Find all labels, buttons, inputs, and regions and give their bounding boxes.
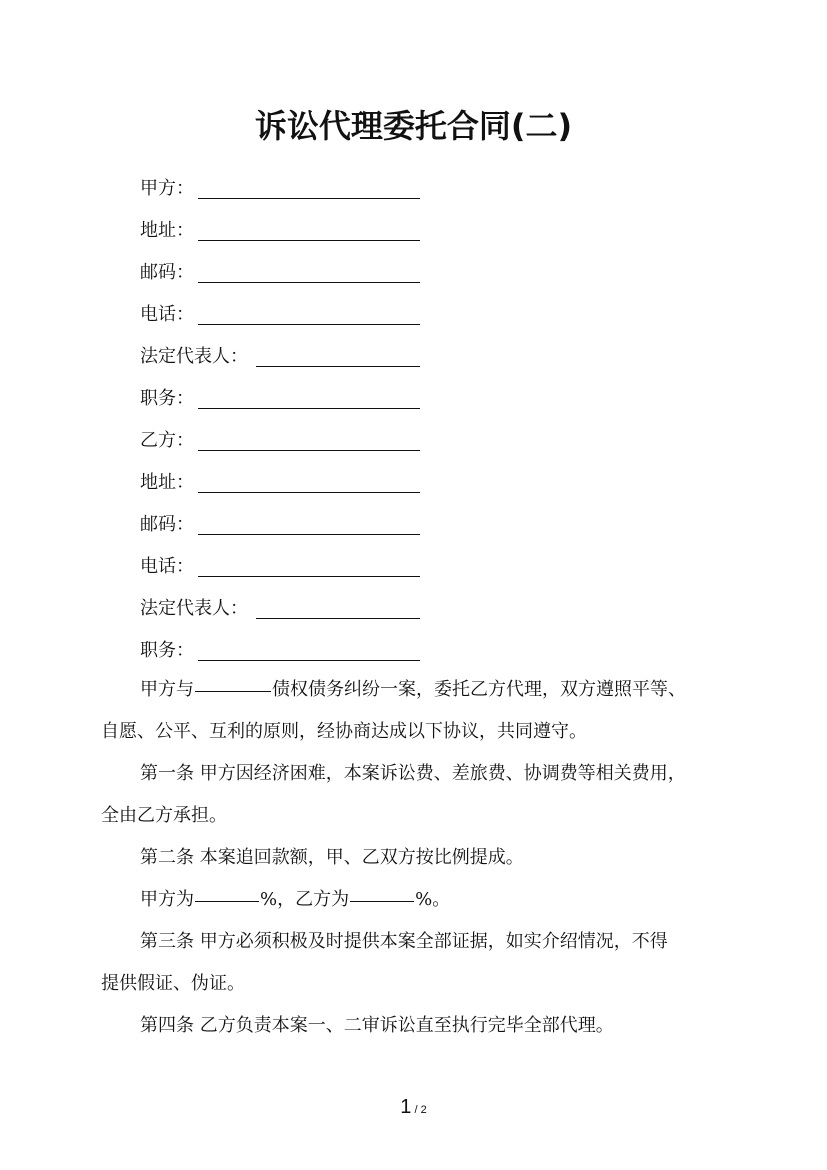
page-number (0, 1096, 827, 1121)
fill-in-blank (198, 385, 420, 409)
party-b-postcode-field (140, 511, 194, 539)
field-label: 职务： (140, 388, 194, 409)
paragraph-line (101, 669, 721, 711)
field-label: 地址： (140, 472, 194, 493)
fill-in-blank (198, 217, 420, 241)
page-current: 1 (400, 1096, 412, 1118)
ratio-party-a: 甲方为 (140, 889, 194, 910)
intro-text: 债权债务纠纷一案，委托乙方代理，双方遵照平等、 (272, 679, 686, 700)
fill-in-blank (198, 637, 420, 661)
article-2-paragraph (101, 837, 721, 879)
fill-in-blank (198, 175, 420, 199)
paragraph-line: 自愿、公平、互利的原则，经协商达成以下协议，共同遵守。 (101, 721, 587, 742)
field-label: 法定代表人： (140, 598, 248, 619)
fill-in-blank (198, 553, 420, 577)
fill-in-blank (198, 511, 420, 535)
fill-in-blank (198, 301, 420, 325)
field-label: 甲方： (140, 178, 194, 199)
article-4-paragraph (101, 1005, 721, 1047)
party-b-position-field (140, 637, 194, 665)
fill-in-blank (195, 879, 259, 902)
article-1-paragraph (101, 753, 721, 837)
ratio-paragraph (101, 879, 721, 921)
fill-in-blank (256, 343, 420, 367)
party-a-position-field (140, 385, 194, 413)
intro-paragraph (101, 669, 721, 753)
field-label: 乙方： (140, 430, 194, 451)
field-label: 电话： (140, 556, 194, 577)
ratio-percent-b: %。 (415, 889, 451, 910)
fill-in-blank (256, 595, 420, 619)
fill-in-blank (198, 427, 420, 451)
paragraph-line: 第三条 甲方必须积极及时提供本案全部证据，如实介绍情况，不得 (140, 931, 668, 952)
party-b-phone-field (140, 553, 194, 581)
paragraph-line: 第一条 甲方因经济困难，本案诉讼费、差旅费、协调费等相关费用， (140, 763, 686, 784)
party-a-postcode-field (140, 259, 194, 287)
party-a-name-field (140, 175, 194, 203)
page-total: / 2 (411, 1104, 427, 1116)
paragraph-line (101, 879, 721, 921)
field-label: 地址： (140, 220, 194, 241)
party-b-name-field (140, 427, 194, 455)
paragraph-line: 第四条 乙方负责本案一、二审诉讼直至执行完毕全部代理。 (140, 1015, 614, 1036)
field-label: 职务： (140, 640, 194, 661)
article-3-paragraph (101, 921, 721, 1005)
ratio-party-b: 乙方为 (295, 889, 350, 910)
party-a-legal-rep-field (140, 343, 248, 371)
paragraph-line: 第二条 本案追回款额，甲、乙双方按比例提成。 (140, 847, 524, 868)
fill-in-blank (195, 669, 271, 692)
fill-in-blank (198, 259, 420, 283)
intro-prefix: 甲方与 (140, 679, 194, 700)
field-label: 法定代表人： (140, 346, 248, 367)
field-label: 邮码： (140, 262, 194, 283)
paragraph-line: 提供假证、伪证。 (101, 973, 245, 994)
party-b-address-field (140, 469, 194, 497)
paragraph-line: 全由乙方承担。 (101, 805, 227, 826)
party-a-phone-field (140, 301, 194, 329)
ratio-percent-a: %， (260, 889, 296, 910)
fill-in-blank (350, 879, 414, 902)
fill-in-blank (198, 469, 420, 493)
party-a-address-field (140, 217, 194, 245)
field-label: 邮码： (140, 514, 194, 535)
document-title: 诉讼代理委托合同(二) (254, 107, 573, 145)
party-b-legal-rep-field (140, 595, 248, 623)
field-label: 电话： (140, 304, 194, 325)
